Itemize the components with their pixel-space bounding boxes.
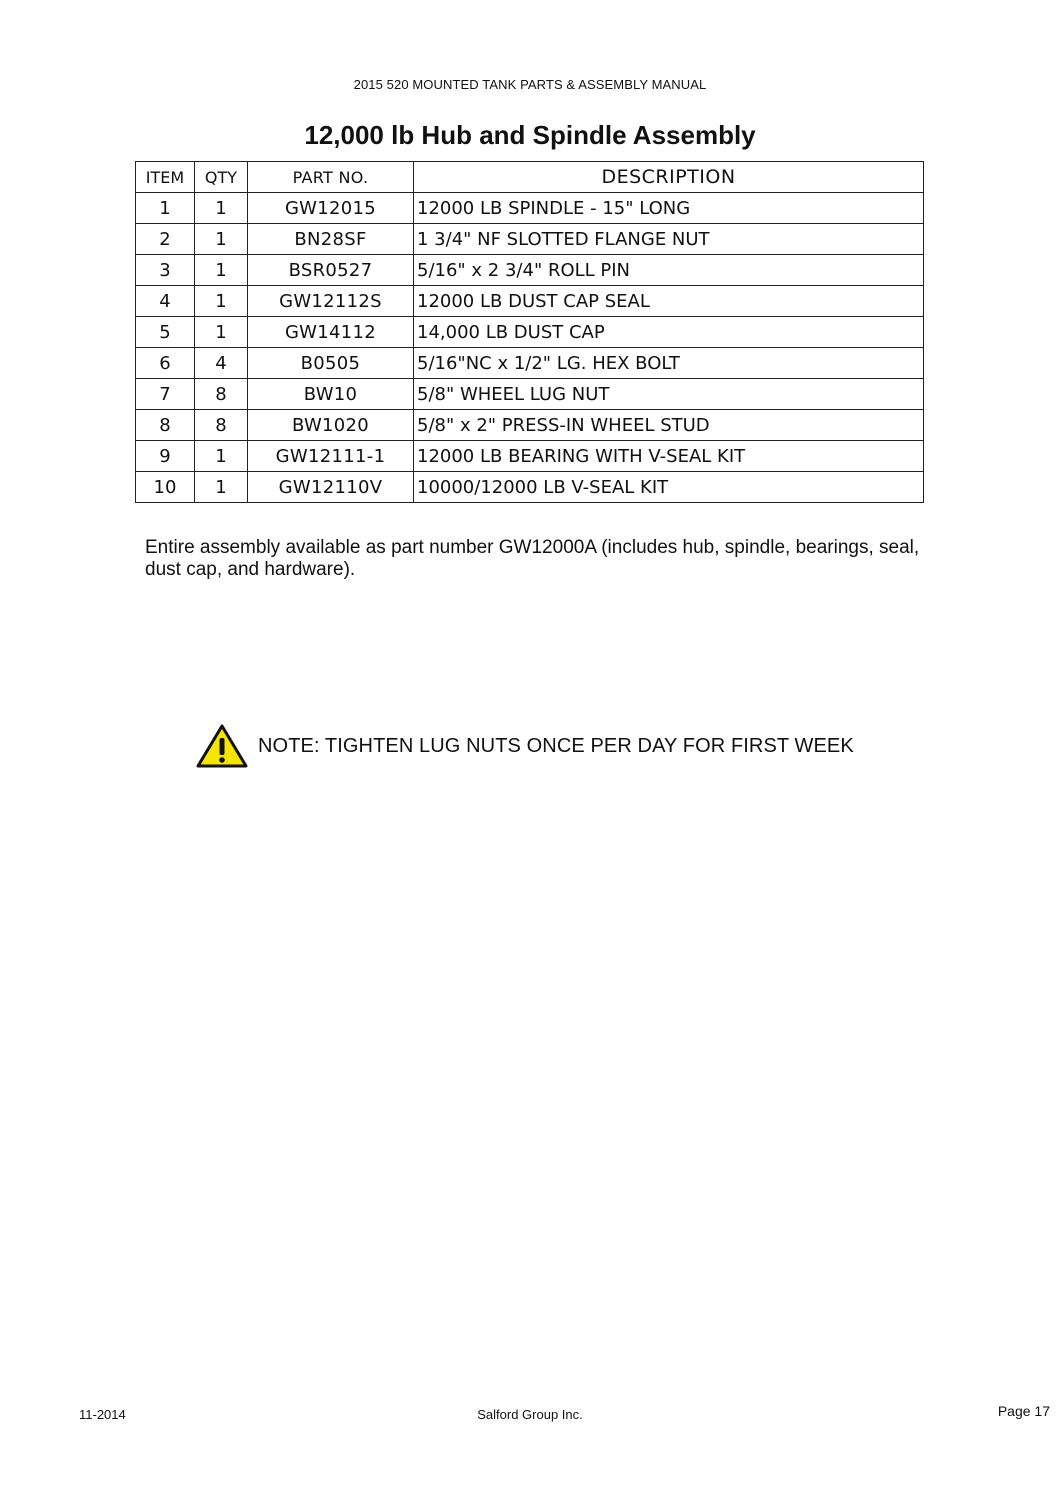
footer-company: Salford Group Inc. <box>477 1407 583 1422</box>
warning-text: NOTE: TIGHTEN LUG NUTS ONCE PER DAY FOR FIRST WEEK <box>258 734 854 757</box>
warning-triangle-icon <box>196 724 248 768</box>
description-cell: 5/16" x 2 3/4" ROLL PIN <box>414 255 924 286</box>
manual-header: 2015 520 MOUNTED TANK PARTS & ASSEMBLY MANUAL <box>353 77 707 92</box>
item-cell: 2 <box>136 224 195 255</box>
item-cell: 7 <box>136 379 195 410</box>
column-header-qty: QTY <box>195 162 248 193</box>
warning-note <box>196 724 854 768</box>
column-header-description: DESCRIPTION <box>414 162 924 193</box>
item-cell: 4 <box>136 286 195 317</box>
description-cell: 5/8" WHEEL LUG NUT <box>414 379 924 410</box>
qty-cell: 1 <box>195 317 248 348</box>
description-cell: 12000 LB SPINDLE - 15" LONG <box>414 193 924 224</box>
description-cell: 10000/12000 LB V-SEAL KIT <box>414 472 924 503</box>
warning-exclamation-dot <box>219 757 225 763</box>
table-row <box>136 286 924 317</box>
table-header-row <box>136 162 924 193</box>
qty-cell: 8 <box>195 410 248 441</box>
description-cell: 12000 LB DUST CAP SEAL <box>414 286 924 317</box>
qty-cell: 1 <box>195 472 248 503</box>
table-row <box>136 317 924 348</box>
qty-cell: 1 <box>195 441 248 472</box>
part-no-cell: B0505 <box>248 348 414 379</box>
qty-cell: 8 <box>195 379 248 410</box>
table-row <box>136 193 924 224</box>
page-title: 12,000 lb Hub and Spindle Assembly <box>304 120 756 150</box>
parts-table <box>135 161 924 503</box>
item-cell: 9 <box>136 441 195 472</box>
page-number: Page 17 <box>997 1403 1050 1419</box>
part-no-cell: GW12110V <box>248 472 414 503</box>
table-row <box>136 255 924 286</box>
description-cell: 14,000 LB DUST CAP <box>414 317 924 348</box>
table-row <box>136 379 924 410</box>
description-cell: 5/8" x 2" PRESS-IN WHEEL STUD <box>414 410 924 441</box>
table-row <box>136 441 924 472</box>
item-cell: 3 <box>136 255 195 286</box>
item-cell: 5 <box>136 317 195 348</box>
part-no-cell: GW12112S <box>248 286 414 317</box>
qty-cell: 1 <box>195 224 248 255</box>
column-header-part-no: PART NO. <box>248 162 414 193</box>
footer-date: 11-2014 <box>79 1407 126 1422</box>
item-cell: 10 <box>136 472 195 503</box>
part-no-cell: GW12111-1 <box>248 441 414 472</box>
item-cell: 8 <box>136 410 195 441</box>
part-no-cell: BW1020 <box>248 410 414 441</box>
description-cell: 5/16"NC x 1/2" LG. HEX BOLT <box>414 348 924 379</box>
item-cell: 6 <box>136 348 195 379</box>
part-no-cell: GW14112 <box>248 317 414 348</box>
part-no-cell: BSR0527 <box>248 255 414 286</box>
table-row <box>136 410 924 441</box>
qty-cell: 1 <box>195 255 248 286</box>
description-cell: 12000 LB BEARING WITH V-SEAL KIT <box>414 441 924 472</box>
table-row <box>136 472 924 503</box>
qty-cell: 4 <box>195 348 248 379</box>
description-cell: 1 3/4" NF SLOTTED FLANGE NUT <box>414 224 924 255</box>
table-row <box>136 224 924 255</box>
table-row <box>136 348 924 379</box>
part-no-cell: BW10 <box>248 379 414 410</box>
warning-exclamation-bar <box>220 738 225 755</box>
qty-cell: 1 <box>195 193 248 224</box>
qty-cell: 1 <box>195 286 248 317</box>
part-no-cell: BN28SF <box>248 224 414 255</box>
column-header-item: ITEM <box>136 162 195 193</box>
part-no-cell: GW12015 <box>248 193 414 224</box>
item-cell: 1 <box>136 193 195 224</box>
assembly-note: Entire assembly available as part number GW12000A (includes hub, spindle, bearings, seal, dust cap, and hardware). <box>145 537 920 580</box>
